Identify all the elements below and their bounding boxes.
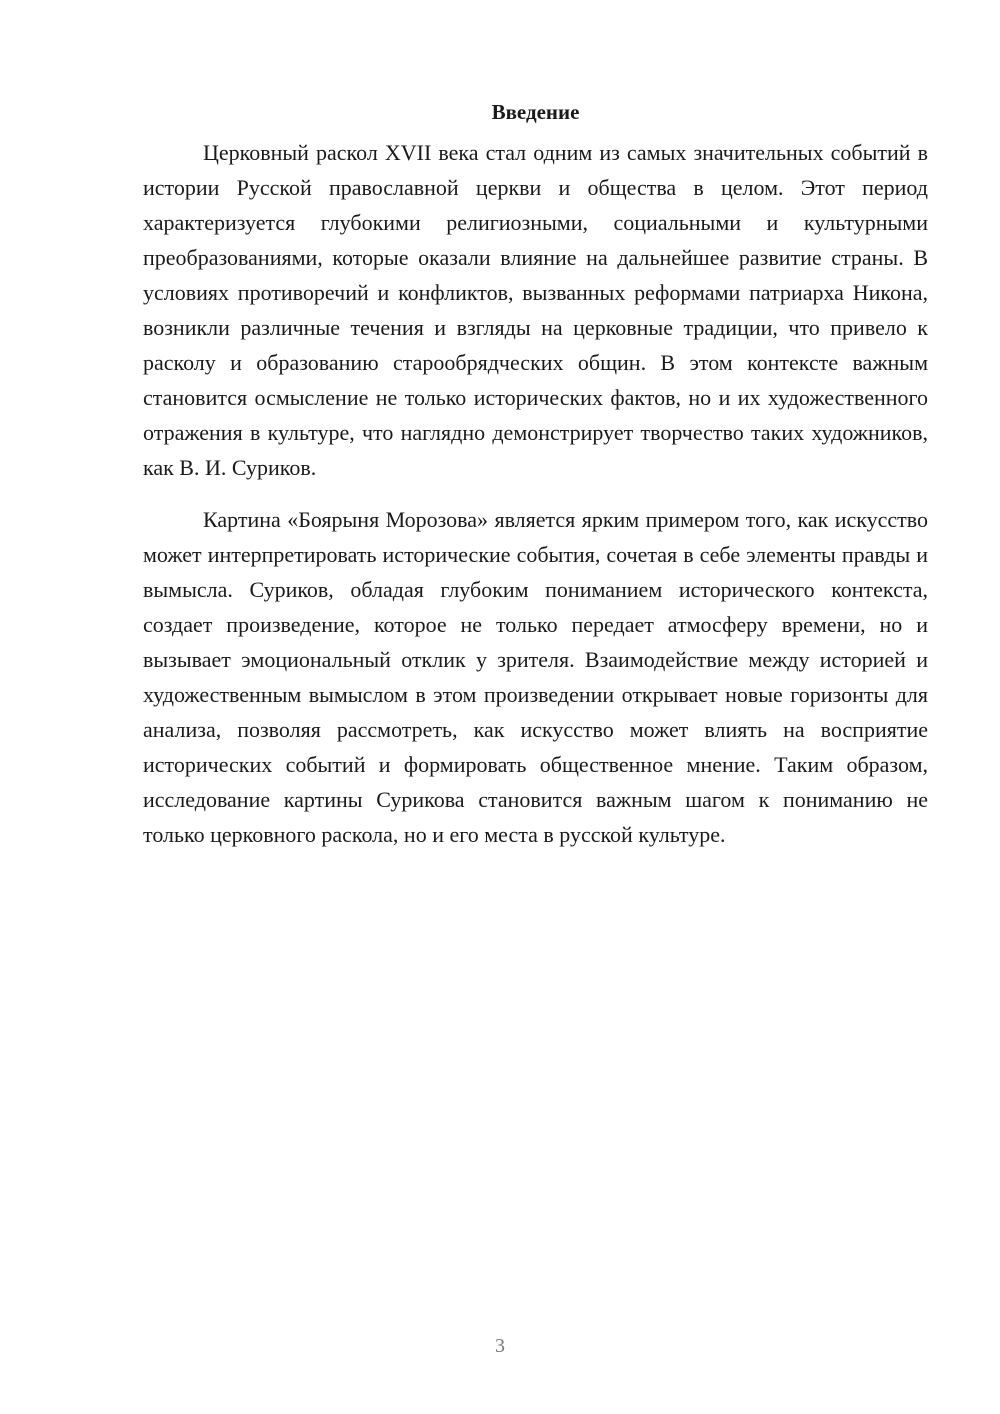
section-heading: Введение xyxy=(491,100,580,124)
page-content xyxy=(143,98,928,852)
page-number: 3 xyxy=(495,1335,505,1357)
paragraph-2: Картина «Боярыня Морозова» является ярким примером того, как искусство может интерпретировать исторические события, сочетая в себе элементы правды и вымысла. Суриков, обладая глубоким пониманием исторического контекста, создает произведение, которое не только передает атмосферу времени, но и вызывает эмоциональный отклик у зрителя. Взаимодействие между историей и художественным вымыслом в этом произведении открывает новые горизонты для анализа, позволяя рассмотреть, как искусство может влиять на восприятие исторических событий и формировать общественное мнение. Таким образом, исследование картины Сурикова становится важным шагом к пониманию не только церковного раскола, но и его места в русской культуре. xyxy=(143,507,928,847)
paragraph-1: Церковный раскол XVII века стал одним из самых значительных событий в истории Русской православной церкви и общества в целом. Этот период характеризуется глубокими религиозными, социальными и культурными преобразованиями, которые оказали влияние на дальнейшее развитие страны. В условиях противоречий и конфликтов, вызванных реформами патриарха Никона, возникли различные течения и взгляды на церковные традиции, что привело к расколу и образованию старообрядческих общин. В этом контексте важным становится осмысление не только исторических фактов, но и их художественного отражения в культуре, что наглядно демонстрирует творчество таких художников, как В. И. Суриков. xyxy=(143,140,928,480)
